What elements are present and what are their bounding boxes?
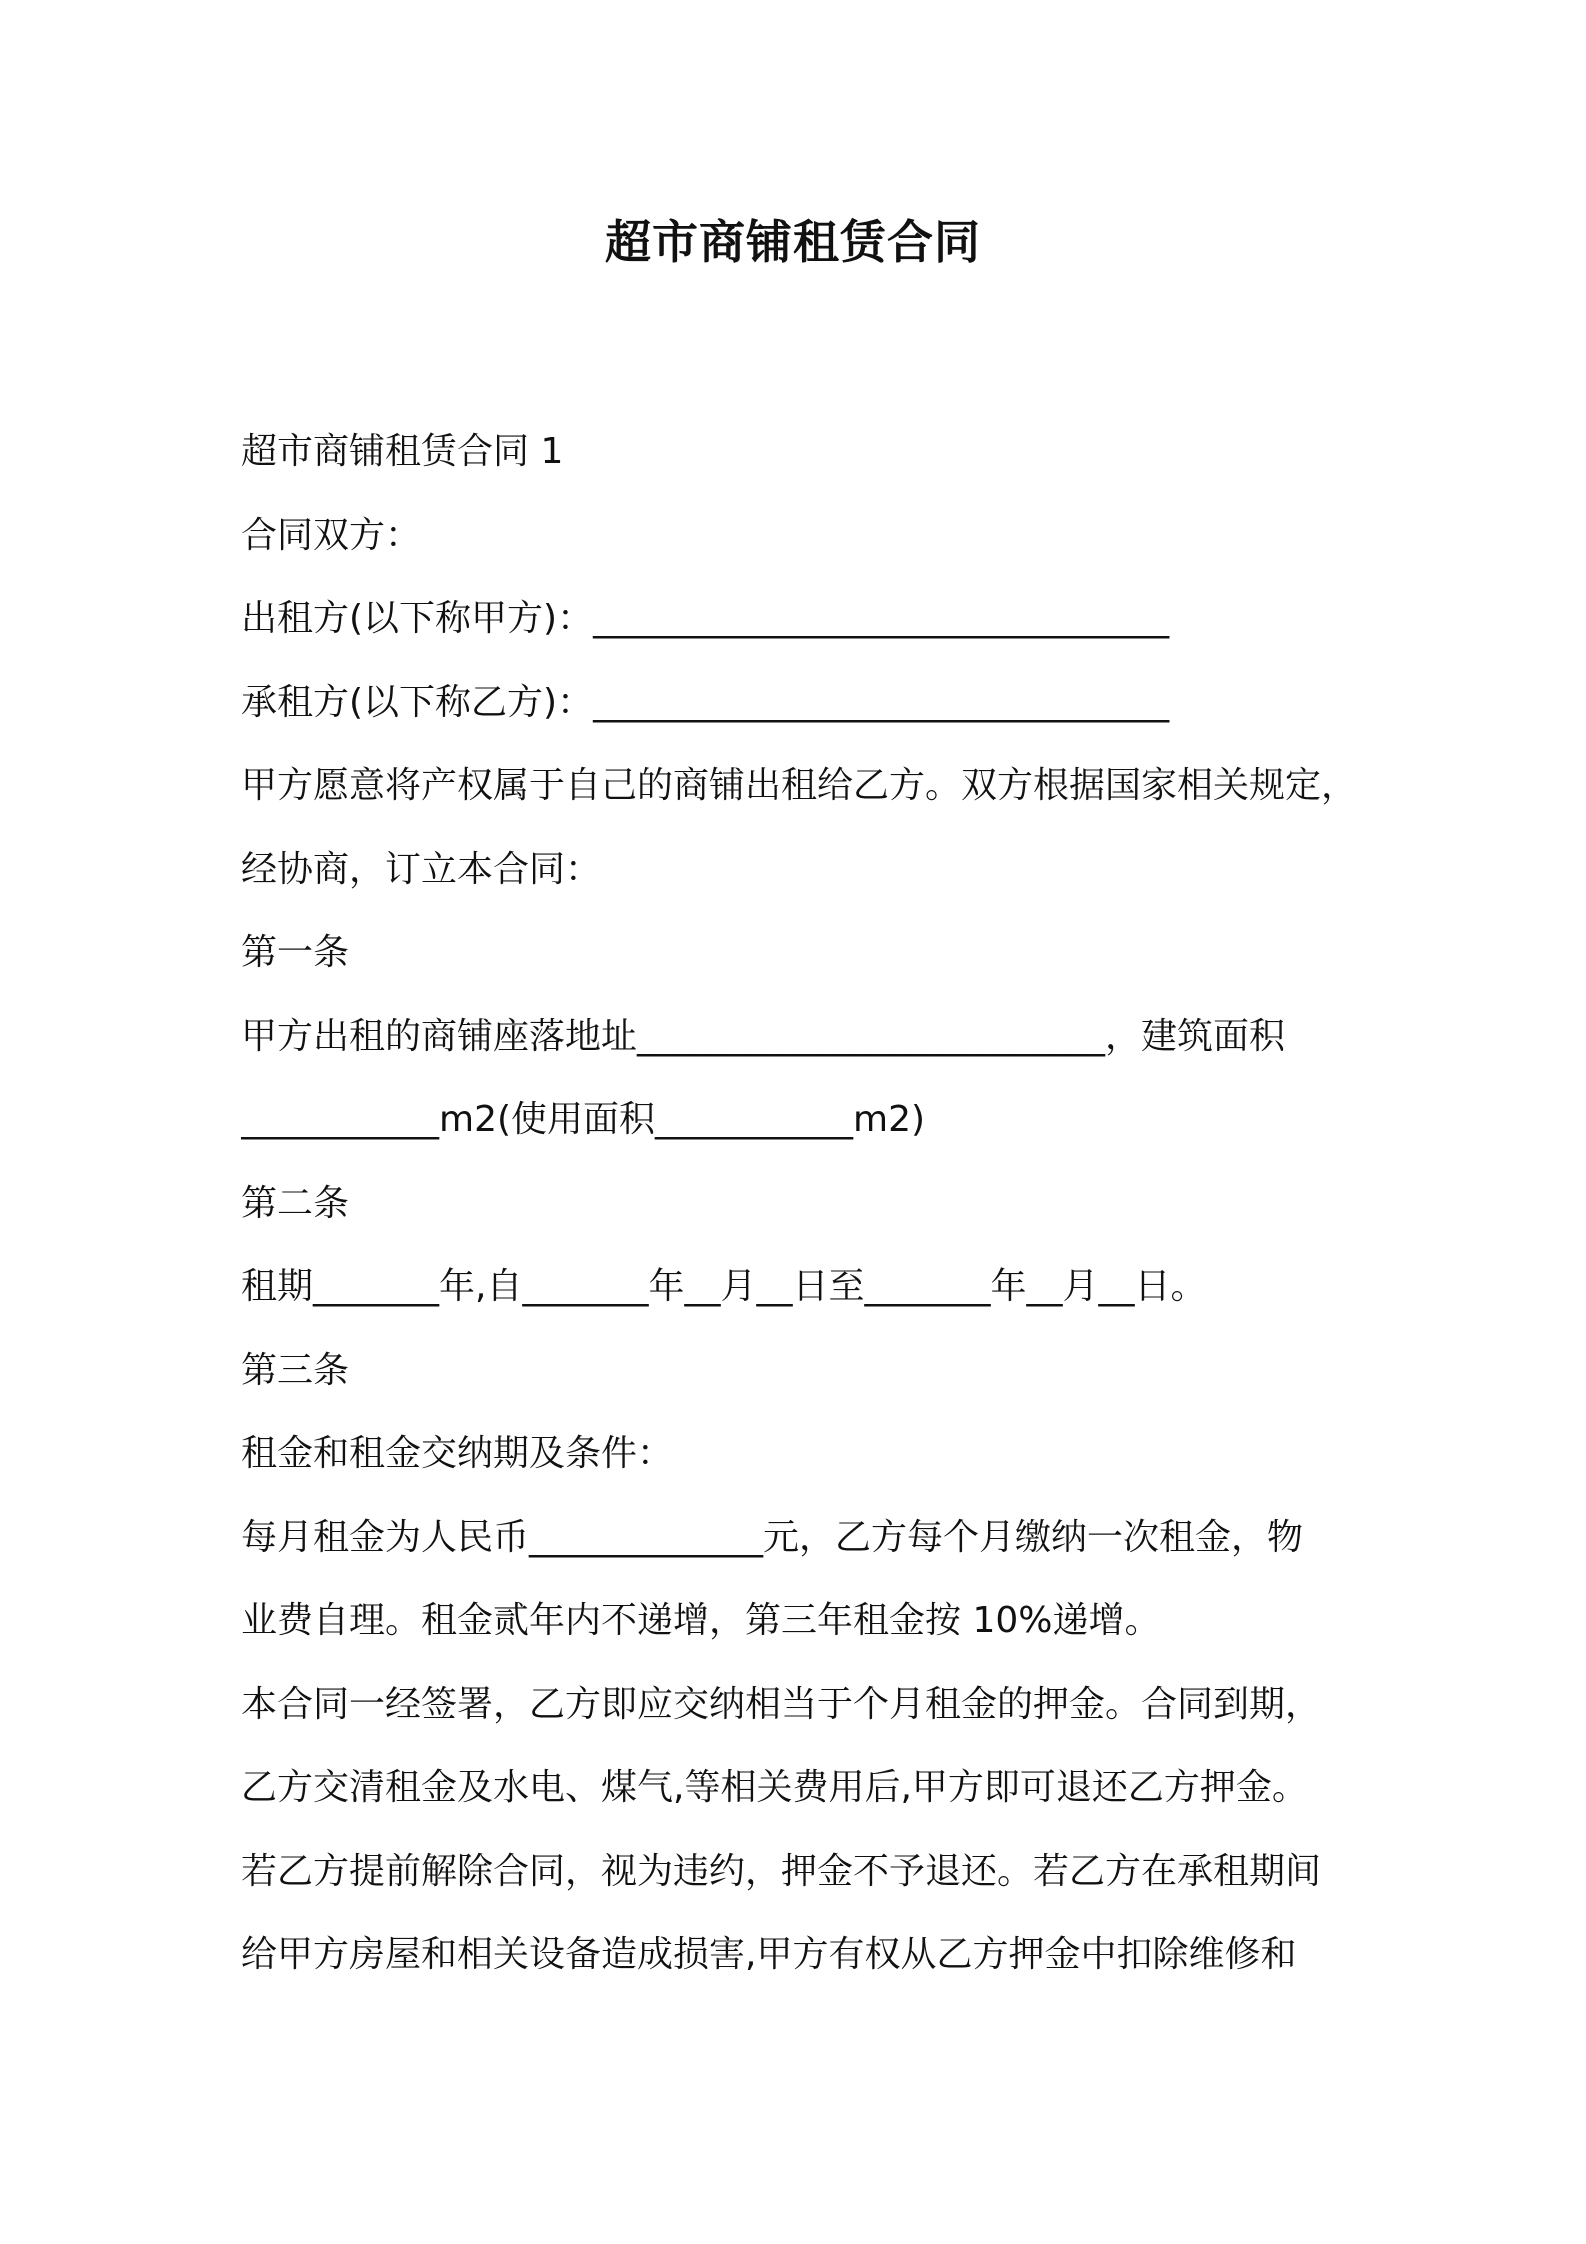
paragraph-line: 乙方交清租金及水电、煤气,等相关费用后,甲方即可退还乙方押金。 bbox=[241, 1767, 1308, 1808]
lessee-line: 承租方(以下称乙方)：________________________________ bbox=[241, 681, 1170, 723]
paragraph-line: ___________m2(使用面积___________m2) bbox=[241, 1099, 926, 1140]
paragraph-line: 给甲方房屋和相关设备造成损害,甲方有权从乙方押金中扣除维修和 bbox=[241, 1934, 1297, 1975]
paragraph-line: 每月租金为人民币_____________元，乙方每个月缴纳一次租金，物 bbox=[241, 1516, 1304, 1558]
subtitle-line: 超市商铺租赁合同 1 bbox=[241, 431, 564, 472]
document-body bbox=[241, 410, 1381, 1997]
lessor-line: 出租方(以下称甲方)：________________________________ bbox=[241, 598, 1170, 639]
paragraph-line: 经协商，订立本合同： bbox=[241, 848, 602, 890]
paragraph-line: 租期_______年,自_______年__月__日至_______年__月__日。 bbox=[241, 1266, 1207, 1307]
paragraph-line: 甲方愿意将产权属于自己的商铺出租给乙方。双方根据国家相关规定， bbox=[241, 765, 1358, 806]
paragraph-line: 甲方出租的商铺座落地址__________________________，建筑面积 bbox=[241, 1015, 1286, 1057]
paragraph-line: 若乙方提前解除合同，视为违约，押金不予退还。若乙方在承租期间 bbox=[241, 1850, 1322, 1892]
article-heading: 第三条 bbox=[241, 1349, 350, 1391]
paragraph-line: 业费自理。租金贰年内不递增，第三年租金按 10%递增。 bbox=[241, 1600, 1161, 1641]
document-title: 超市商铺租赁合同 bbox=[605, 215, 981, 269]
paragraph-line: 本合同一经签署，乙方即应交纳相当于个月租金的押金。合同到期， bbox=[241, 1683, 1322, 1725]
parties-heading: 合同双方： bbox=[241, 514, 422, 556]
paragraph-line: 租金和租金交纳期及条件： bbox=[241, 1433, 674, 1474]
article-heading: 第一条 bbox=[241, 932, 350, 973]
article-heading: 第二条 bbox=[241, 1182, 350, 1224]
